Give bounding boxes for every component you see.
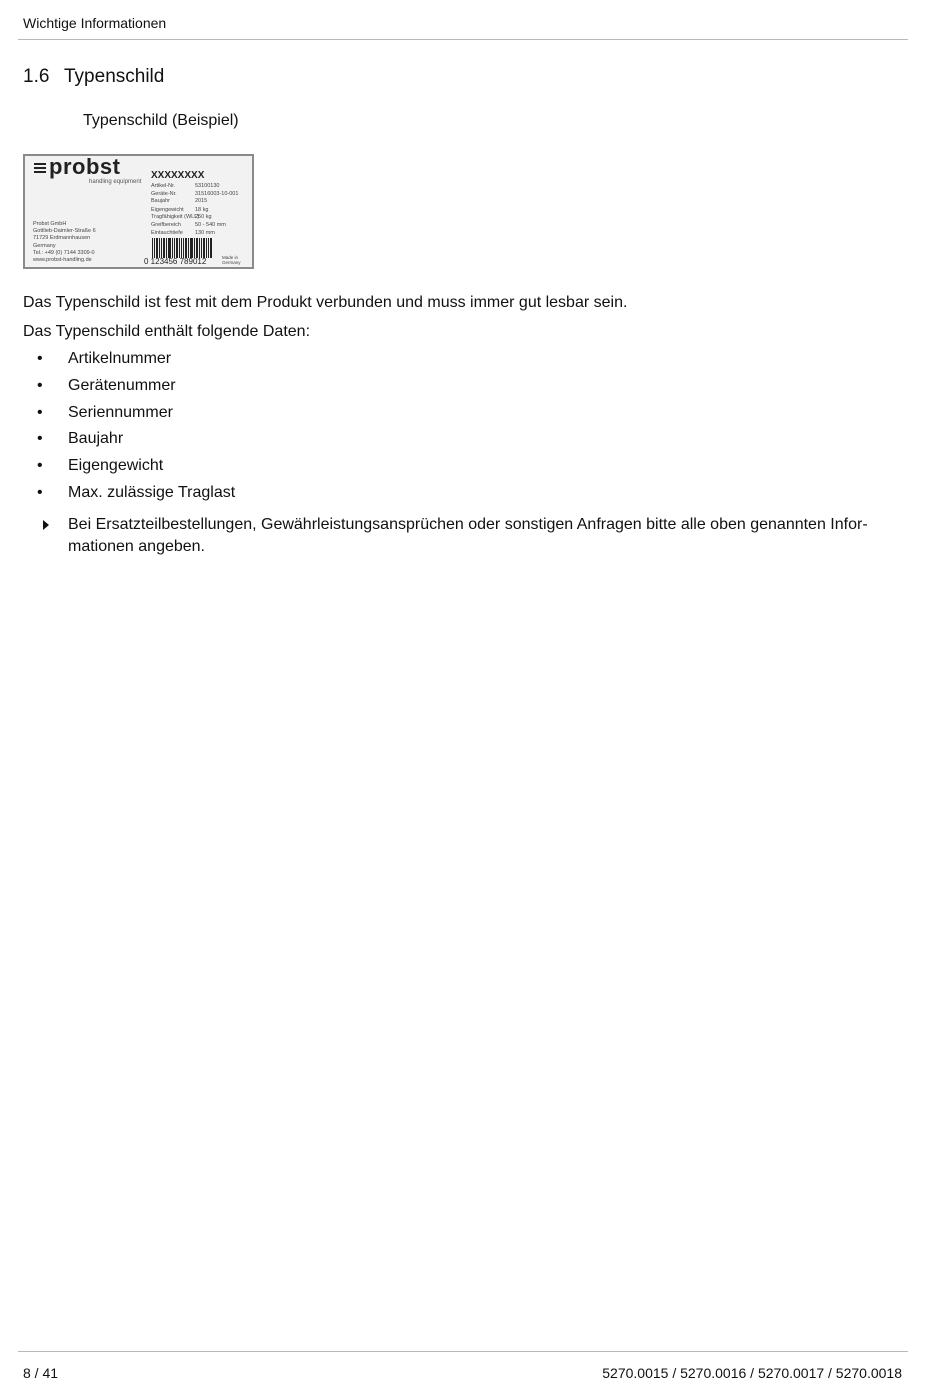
plate-field: Baujahr 2015 xyxy=(151,198,208,205)
bullet: • xyxy=(37,377,43,394)
barcode-graphic xyxy=(152,238,212,258)
bullet: • xyxy=(37,404,43,421)
figure-caption: Typenschild (Beispiel) xyxy=(83,112,239,129)
made-in-label: Made in Germany xyxy=(222,255,241,265)
plate-field: Artikel-Nr. 53100130 xyxy=(151,183,220,189)
bullet: • xyxy=(37,484,43,501)
plate-code: XXXXXXXX xyxy=(151,170,205,181)
page-number: 8 / 41 xyxy=(23,1365,59,1381)
bullet: • xyxy=(37,350,43,367)
section-heading xyxy=(23,66,164,88)
footer-divider xyxy=(18,1351,908,1352)
section-title: Typenschild xyxy=(64,66,165,87)
plate-field: Geräte-Nr. 31516003-10-001 xyxy=(151,190,239,197)
header-divider xyxy=(18,39,908,40)
plate-field: Eigengewicht 18 kg xyxy=(151,206,209,213)
type-plate-image: probst handling equipment XXXXXXXX Artikel-Nr. 53100130 Geräte-Nr. 31516003-10-001 Baujahr 2015 Eigengewicht 18 kg Tragfähigkeit (WLL)250 kg Greifbereich 50 - 540 mm Eintauchtiefe 130 mm Probst GmbH Gottlieb-Daimler-Straße 6 71729 Erdmannhausen Germany Tel.: +49 (0) 7144 3309-0 www.probst-handling.de 0 123456 789012 Made in Germany xyxy=(23,154,254,269)
paragraph-plate-contents: Das Typenschild enthält folgende Daten: xyxy=(23,323,311,340)
document-numbers: 5270.0015 / 5270.0016 / 5270.0017 / 5270.0018 xyxy=(602,1365,902,1381)
instruction-arrow-icon xyxy=(43,520,49,530)
bullet: • xyxy=(37,457,43,474)
plate-fields xyxy=(151,183,238,237)
running-header: Wichtige Informationen xyxy=(23,15,167,31)
section-number: 1.6 xyxy=(23,66,50,87)
bullet: • xyxy=(37,430,43,447)
plate-field: Eintauchtiefe 130 mm xyxy=(151,229,215,236)
barcode-number: 0 123456 789012 xyxy=(144,257,207,266)
plate-address: Probst GmbH Gottlieb-Daimler-Straße 6 71729 Erdmannhausen Germany Tel.: +49 (0) 7144 3309-0 www.probst-handling.de xyxy=(33,221,96,264)
instruction-text: Bei Ersatzteilbestellungen, Gewährleistungsansprüchen oder sonstigen Anfragen bitte alle oben genannten Infor-mationen angeben. xyxy=(68,516,868,555)
plate-field: Tragfähigkeit (WLL)250 kg xyxy=(151,214,212,221)
plate-slogan: handling equipment xyxy=(89,179,142,185)
paragraph-plate-attached: Das Typenschild ist fest mit dem Produkt verbunden und muss immer gut lesbar sein. xyxy=(23,294,628,311)
plate-field: Greifbereich 50 - 540 mm xyxy=(151,221,226,228)
